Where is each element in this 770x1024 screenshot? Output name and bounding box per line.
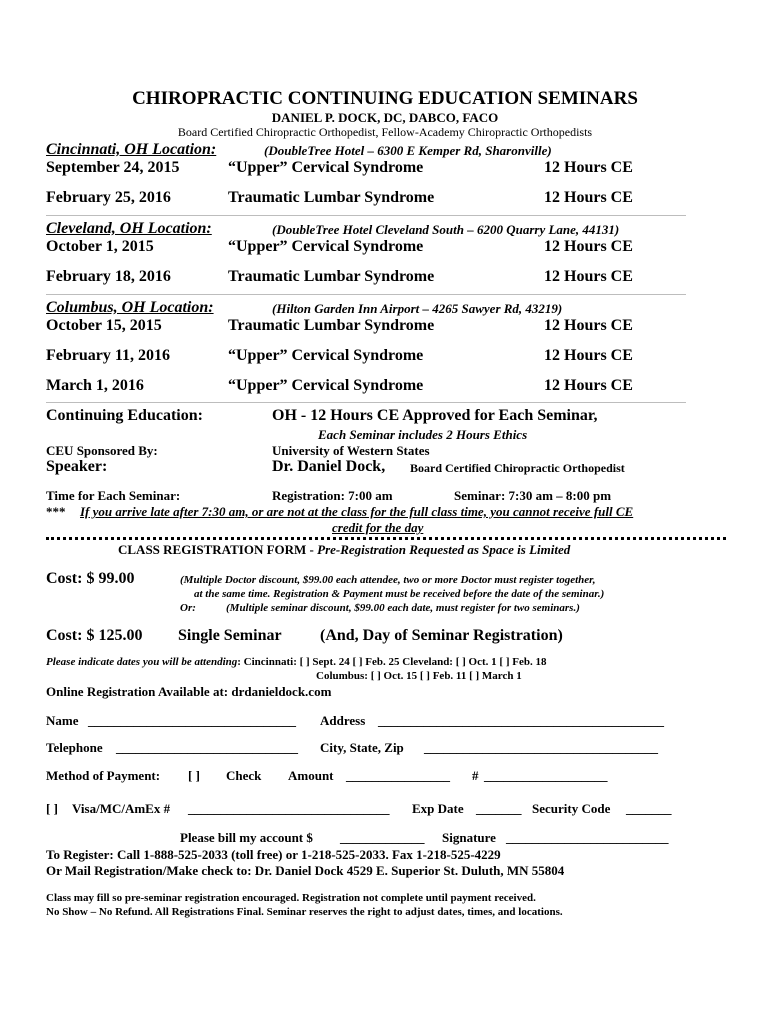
payment-method-label: Method of Payment:	[46, 768, 161, 783]
session-topic: Traumatic Lumbar Syndrome	[228, 317, 435, 334]
session-hours: 12 Hours CE	[544, 377, 633, 394]
session-date: February 25, 2016	[46, 189, 171, 206]
check-checkbox[interactable]: [ ]	[188, 768, 200, 783]
discount-note-1: (Multiple Doctor discount, $99.00 each attendee, two or more Doctor must register together,	[180, 574, 596, 586]
session-hours: 12 Hours CE	[544, 189, 633, 206]
form-heading	[118, 542, 570, 558]
session-date: February 18, 2016	[46, 268, 171, 285]
city-state-zip-label: City, State, Zip	[320, 740, 404, 755]
late-warning-stars: ***	[46, 504, 66, 519]
speaker-label: Speaker:	[46, 458, 108, 475]
speaker-name: Dr. Daniel Dock,	[272, 458, 386, 475]
seminar-time: Seminar: 7:30 am – 8:00 pm	[454, 488, 612, 503]
session-date: February 11, 2016	[46, 347, 170, 364]
card-checkbox[interactable]: [ ]	[46, 801, 58, 816]
security-code-label: Security Code	[532, 801, 611, 816]
late-warning-line1: If you arrive late after 7:30 am, or are not at the class for the full class time, you cannot receive full CE	[80, 504, 634, 519]
telephone-label: Telephone	[46, 740, 103, 755]
session-date: September 24, 2015	[46, 159, 180, 176]
discount-note-2: at the same time. Registration & Payment must be received before the date of the seminar.)	[194, 588, 605, 600]
cut-line	[46, 537, 726, 540]
card-number-field[interactable]: _______________________________	[188, 801, 390, 816]
form-heading-title: CLASS REGISTRATION FORM -	[118, 542, 318, 557]
amount-field[interactable]: ________________	[346, 768, 450, 783]
ceu-sponsor: University of Western States	[272, 443, 430, 458]
section-divider	[46, 215, 686, 216]
session-hours: 12 Hours CE	[544, 159, 633, 176]
session-topic: “Upper” Cervical Syndrome	[228, 347, 424, 364]
check-number-label: #	[472, 768, 479, 783]
or-label: Or:	[180, 602, 196, 614]
session-hours: 12 Hours CE	[544, 238, 633, 255]
exp-date-label: Exp Date	[412, 801, 464, 816]
session-hours: 12 Hours CE	[544, 347, 633, 364]
dates-options-line1[interactable]: : Cincinnati: [ ] Sept. 24 [ ] Feb. 25 Cleveland: [ ] Oct. 1 [ ] Feb. 18	[237, 656, 547, 668]
registration-time: Registration: 7:00 am	[272, 488, 393, 503]
signature-field[interactable]: _________________________	[506, 830, 669, 845]
dates-options-line2[interactable]: Columbus: [ ] Oct. 15 [ ] Feb. 11 [ ] March 1	[316, 670, 522, 682]
presenter-name: DANIEL P. DOCK, DC, DABCO, FACO	[271, 110, 499, 125]
location-cleveland-venue: (DoubleTree Hotel Cleveland South – 6200 Quarry Lane, 44131)	[272, 222, 620, 237]
late-warning-line2: credit for the day	[332, 520, 424, 535]
speaker-title: Board Certified Chiropractic Orthopedist	[410, 461, 625, 475]
bill-account-label: Please bill my account $	[180, 830, 313, 845]
register-mail: Or Mail Registration/Make check to: Dr. Daniel Dock 4529 E. Superior St. Duluth, MN 55804	[46, 863, 565, 878]
single-seminar-label: Single Seminar	[178, 627, 282, 644]
address-field[interactable]: ____________________________________________	[378, 713, 664, 728]
signature-label: Signature	[442, 830, 496, 845]
location-cincinnati-venue: (DoubleTree Hotel – 6300 E Kemper Rd, Sharonville)	[264, 143, 552, 158]
ceu-sponsor-label: CEU Sponsored By:	[46, 443, 158, 458]
page-title: CHIROPRACTIC CONTINUING EDUCATION SEMINARS	[132, 88, 638, 109]
footer-note-2: No Show – No Refund. All Registrations Final. Seminar reserves the right to adjust dates, times, and locations.	[46, 906, 563, 918]
security-code-field[interactable]: _______	[626, 801, 672, 816]
card-number-label: Visa/MC/AmEx #	[72, 801, 171, 816]
cost-single: Cost: $ 125.00	[46, 627, 143, 644]
address-label: Address	[320, 713, 366, 728]
dates-prompt: Please indicate dates you will be attending	[46, 656, 238, 668]
check-number-field[interactable]: ___________________	[484, 768, 608, 783]
telephone-field[interactable]: ____________________________	[116, 740, 298, 755]
cost-discount: Cost: $ 99.00	[46, 570, 135, 587]
section-divider	[46, 294, 686, 295]
check-label: Check	[226, 768, 262, 783]
exp-date-field[interactable]: _______	[476, 801, 522, 816]
session-hours: 12 Hours CE	[544, 317, 633, 334]
discount-note-3: (Multiple seminar discount, $99.00 each date, must register for two seminars.)	[226, 602, 580, 614]
dates-selection[interactable]	[46, 656, 546, 668]
ce-label: Continuing Education:	[46, 407, 203, 424]
name-field[interactable]: ________________________________	[88, 713, 296, 728]
session-date: October 1, 2015	[46, 238, 154, 255]
session-date: March 1, 2016	[46, 377, 144, 394]
location-columbus-venue: (Hilton Garden Inn Airport – 4265 Sawyer Rd, 43219)	[272, 301, 563, 316]
form-heading-note: Pre-Registration Requested as Space is Limited	[317, 542, 571, 557]
bill-account-field[interactable]: _____________	[340, 830, 425, 845]
session-topic: “Upper” Cervical Syndrome	[228, 159, 424, 176]
session-topic: “Upper” Cervical Syndrome	[228, 238, 424, 255]
location-columbus-label: Columbus, OH Location:	[46, 299, 214, 316]
session-date: October 15, 2015	[46, 317, 162, 334]
register-phone: To Register: Call 1-888-525-2033 (toll free) or 1-218-525-2033. Fax 1-218-525-4229	[46, 847, 501, 862]
online-registration[interactable]: Online Registration Available at: drdanieldock.com	[46, 684, 332, 699]
session-topic: Traumatic Lumbar Syndrome	[228, 268, 435, 285]
time-label: Time for Each Seminar:	[46, 488, 181, 503]
section-divider	[46, 402, 686, 403]
ce-ethics-note: Each Seminar includes 2 Hours Ethics	[318, 427, 528, 442]
footer-note-1: Class may fill so pre-seminar registration encouraged. Registration not complete until payment received.	[46, 892, 536, 904]
day-of-note: (And, Day of Seminar Registration)	[320, 627, 563, 644]
location-cincinnati-label: Cincinnati, OH Location:	[46, 141, 217, 158]
session-topic: Traumatic Lumbar Syndrome	[228, 189, 435, 206]
name-label: Name	[46, 713, 79, 728]
presenter-credentials: Board Certified Chiropractic Orthopedist, Fellow-Academy Chiropractic Orthopedists	[177, 125, 593, 139]
session-topic: “Upper” Cervical Syndrome	[228, 377, 424, 394]
location-cleveland-label: Cleveland, OH Location:	[46, 220, 212, 237]
amount-label: Amount	[288, 768, 334, 783]
ce-approval: OH - 12 Hours CE Approved for Each Seminar,	[272, 407, 598, 424]
city-state-zip-field[interactable]: ____________________________________	[424, 740, 658, 755]
session-hours: 12 Hours CE	[544, 268, 633, 285]
